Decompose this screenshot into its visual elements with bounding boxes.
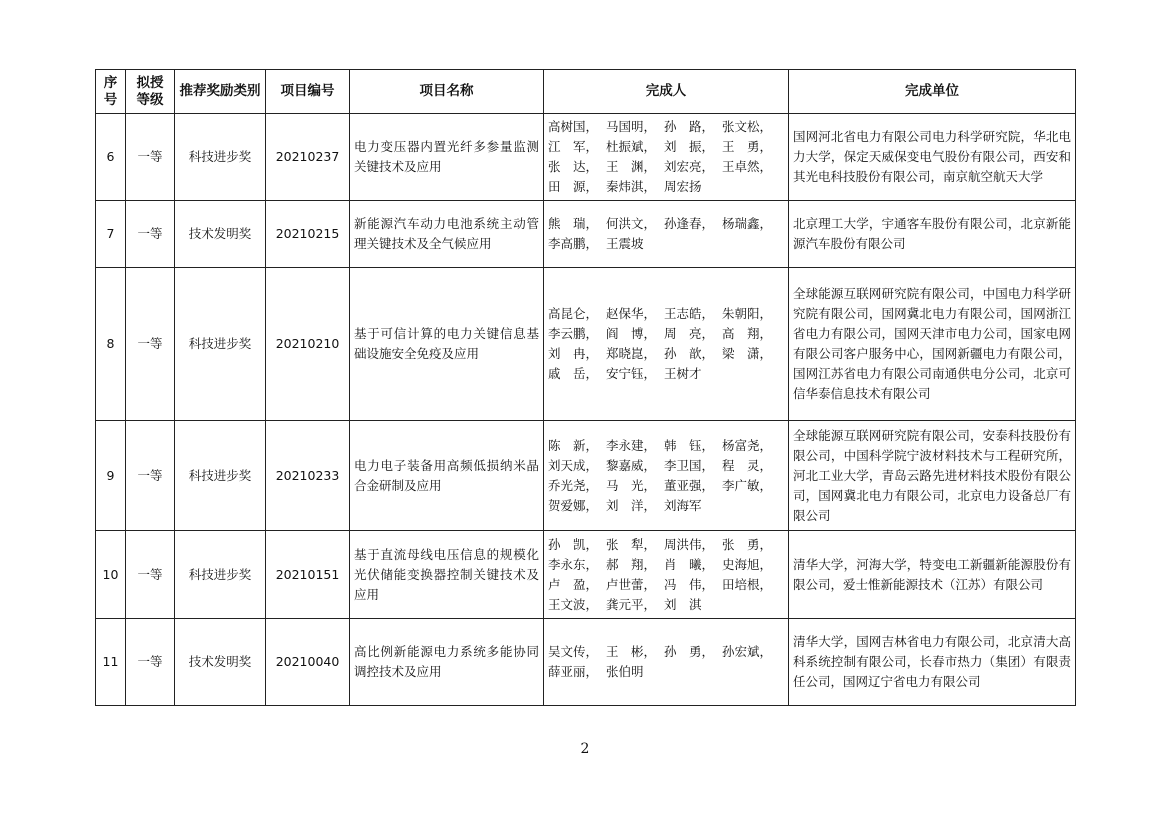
person-name: 高昆仑， xyxy=(548,306,599,321)
person-name: 李云鹏， xyxy=(548,326,599,341)
person-name: 刘 冉， xyxy=(548,346,599,361)
person-name: 马国明， xyxy=(606,119,657,134)
person-name: 张 勇， xyxy=(722,536,773,552)
grade-cell: 一等 xyxy=(126,201,175,268)
code-cell: 20210233 xyxy=(266,421,350,531)
person-name: 孙 歆， xyxy=(664,346,715,361)
person-name: 吴文传， xyxy=(548,644,599,659)
person-name: 刘 洋， xyxy=(606,497,657,513)
units-cell: 清华大学，河海大学，特变电工新疆新能源股份有限公司，爱士惟新能源技术（江苏）有限公司 xyxy=(789,531,1076,619)
person-name: 孙 勇， xyxy=(664,644,715,659)
units-cell: 全球能源互联网研究院有限公司，中国电力科学研究院有限公司，国网冀北电力有限公司，国网浙江省电力有限公司，国网天津市电力公司，国家电网有限公司客户服务中心，国网新疆电力有限公司，国网江苏省电力有限公司南通供电分公司，北京可信华泰信息技术有限公司 xyxy=(789,268,1076,421)
person-name: 刘海军 xyxy=(664,497,702,513)
table-row xyxy=(96,268,1076,421)
project-name-cell: 基于可信计算的电力关键信息基础设施安全免疫及应用 xyxy=(350,268,544,421)
people-cell xyxy=(544,619,789,706)
table-row xyxy=(96,619,1076,706)
table-body xyxy=(96,114,1076,706)
code-cell: 20210040 xyxy=(266,619,350,706)
person-name: 朱朝阳， xyxy=(722,306,773,321)
person-name: 李高鹏， xyxy=(548,236,599,251)
page-number: 2 xyxy=(580,741,590,757)
person-name: 张 达， xyxy=(548,159,599,174)
person-name: 赵保华， xyxy=(606,306,657,321)
person-name: 熊 瑞， xyxy=(548,216,599,231)
category-cell: 科技进步奖 xyxy=(175,268,266,421)
person-name: 马 光， xyxy=(606,477,657,493)
person-name: 李卫国， xyxy=(664,457,715,473)
person-name: 贺爱娜， xyxy=(548,497,599,513)
project-name-cell: 新能源汽车动力电池系统主动管理关键技术及全气候应用 xyxy=(350,201,544,268)
person-name: 江 军， xyxy=(548,139,599,154)
person-name: 王 渊， xyxy=(606,159,657,174)
grade-cell: 一等 xyxy=(126,268,175,421)
person-name: 周 亮， xyxy=(664,326,715,341)
person-name: 梁 潇， xyxy=(722,346,773,361)
person-name: 黎嘉威， xyxy=(606,457,657,473)
seq-cell: 8 xyxy=(96,268,126,421)
people-cell xyxy=(544,114,789,201)
header-code: 项目编号 xyxy=(266,70,350,114)
header-people: 完成人 xyxy=(544,70,789,114)
units-cell: 清华大学，国网吉林省电力有限公司，北京清大高科系统控制有限公司，长春市热力（集团）有限责任公司，国网辽宁省电力有限公司 xyxy=(789,619,1076,706)
person-name: 高树国， xyxy=(548,119,599,134)
award-table xyxy=(95,69,1076,706)
header-seq: 序号 xyxy=(96,70,126,114)
grade-cell: 一等 xyxy=(126,421,175,531)
person-name: 高 翔， xyxy=(722,326,773,341)
units-cell: 全球能源互联网研究院有限公司，安泰科技股份有限公司，中国科学院宁波材料技术与工程研究所，河北工业大学，青岛云路先进材料技术股份有限公司，国网冀北电力有限公司，北京电力设备总厂有限公司 xyxy=(789,421,1076,531)
category-cell: 科技进步奖 xyxy=(175,531,266,619)
person-name: 卢世蕾， xyxy=(606,576,657,592)
person-name: 张伯明 xyxy=(606,664,644,679)
person-name: 薛亚丽， xyxy=(548,664,599,679)
code-cell: 20210151 xyxy=(266,531,350,619)
person-name: 杨富尧， xyxy=(722,437,773,453)
person-name: 刘宏亮， xyxy=(664,159,715,174)
table-header-row xyxy=(96,70,1076,114)
seq-cell: 7 xyxy=(96,201,126,268)
category-cell: 技术发明奖 xyxy=(175,619,266,706)
grade-cell: 一等 xyxy=(126,531,175,619)
person-name: 冯 伟， xyxy=(664,576,715,592)
people-cell xyxy=(544,421,789,531)
person-name: 张 犁， xyxy=(606,536,657,552)
person-name: 杜振斌， xyxy=(606,139,657,154)
person-name: 孙逢春， xyxy=(664,216,715,231)
project-name-cell: 电力变压器内置光纤多参量监测关键技术及应用 xyxy=(350,114,544,201)
person-name: 王卓然， xyxy=(722,159,773,174)
seq-cell: 6 xyxy=(96,114,126,201)
people-cell xyxy=(544,531,789,619)
person-name: 乔光尧， xyxy=(548,477,599,493)
person-name: 王志皓， xyxy=(664,306,715,321)
person-name: 龚元平， xyxy=(606,596,657,612)
people-cell xyxy=(544,201,789,268)
person-name: 郑晓崑， xyxy=(606,346,657,361)
person-name: 郝 翔， xyxy=(606,556,657,572)
header-category: 推荐奖励类别 xyxy=(175,70,266,114)
table-row xyxy=(96,201,1076,268)
code-cell: 20210237 xyxy=(266,114,350,201)
project-name-cell: 高比例新能源电力系统多能协同调控技术及应用 xyxy=(350,619,544,706)
person-name: 王 彬， xyxy=(606,644,657,659)
person-name: 戚 岳， xyxy=(548,366,599,381)
person-name: 刘 淇 xyxy=(664,596,702,612)
person-name: 周洪伟， xyxy=(664,536,715,552)
person-name: 孙 凯， xyxy=(548,536,599,552)
person-name: 程 灵， xyxy=(722,457,773,473)
seq-cell: 10 xyxy=(96,531,126,619)
grade-cell: 一等 xyxy=(126,114,175,201)
person-name: 卢 盈， xyxy=(548,576,599,592)
units-cell: 国网河北省电力有限公司电力科学研究院，华北电力大学，保定天威保变电气股份有限公司，西安和其光电科技股份有限公司，南京航空航天大学 xyxy=(789,114,1076,201)
table-row xyxy=(96,114,1076,201)
person-name: 刘 振， xyxy=(664,139,715,154)
person-name: 王树才 xyxy=(664,366,702,381)
project-name-cell: 基于直流母线电压信息的规模化光伏储能变换器控制关键技术及应用 xyxy=(350,531,544,619)
code-cell: 20210210 xyxy=(266,268,350,421)
person-name: 孙 路， xyxy=(664,119,715,134)
person-name: 王 勇， xyxy=(722,139,773,154)
person-name: 安宁钰， xyxy=(606,366,657,381)
person-name: 孙宏斌， xyxy=(722,644,773,659)
person-name: 王震坡 xyxy=(606,236,644,251)
category-cell: 科技进步奖 xyxy=(175,421,266,531)
person-name: 秦炜淇， xyxy=(606,179,657,194)
seq-cell: 11 xyxy=(96,619,126,706)
person-name: 杨瑞鑫， xyxy=(722,216,773,231)
person-name: 李永东， xyxy=(548,556,599,572)
code-cell: 20210215 xyxy=(266,201,350,268)
person-name: 刘天成， xyxy=(548,457,599,473)
units-cell: 北京理工大学，宇通客车股份有限公司，北京新能源汽车股份有限公司 xyxy=(789,201,1076,268)
person-name: 张文松， xyxy=(722,119,773,134)
person-name: 韩 钰， xyxy=(664,437,715,453)
table-row xyxy=(96,421,1076,531)
grade-cell: 一等 xyxy=(126,619,175,706)
header-grade: 拟授等级 xyxy=(126,70,175,114)
person-name: 李永建， xyxy=(606,437,657,453)
person-name: 李广敏， xyxy=(722,477,773,493)
person-name: 肖 曦， xyxy=(664,556,715,572)
table-row xyxy=(96,531,1076,619)
person-name: 何洪文， xyxy=(606,216,657,231)
category-cell: 科技进步奖 xyxy=(175,114,266,201)
header-project-name: 项目名称 xyxy=(350,70,544,114)
person-name: 陈 新， xyxy=(548,437,599,453)
people-cell xyxy=(544,268,789,421)
person-name: 史海旭， xyxy=(722,556,773,572)
person-name: 阎 博， xyxy=(606,326,657,341)
project-name-cell: 电力电子装备用高频低损纳米晶合金研制及应用 xyxy=(350,421,544,531)
person-name: 董亚强， xyxy=(664,477,715,493)
person-name: 田培根， xyxy=(722,576,773,592)
seq-cell: 9 xyxy=(96,421,126,531)
category-cell: 技术发明奖 xyxy=(175,201,266,268)
person-name: 周宏扬 xyxy=(664,179,702,194)
person-name: 王文波， xyxy=(548,596,599,612)
person-name: 田 源， xyxy=(548,179,599,194)
header-units: 完成单位 xyxy=(789,70,1076,114)
